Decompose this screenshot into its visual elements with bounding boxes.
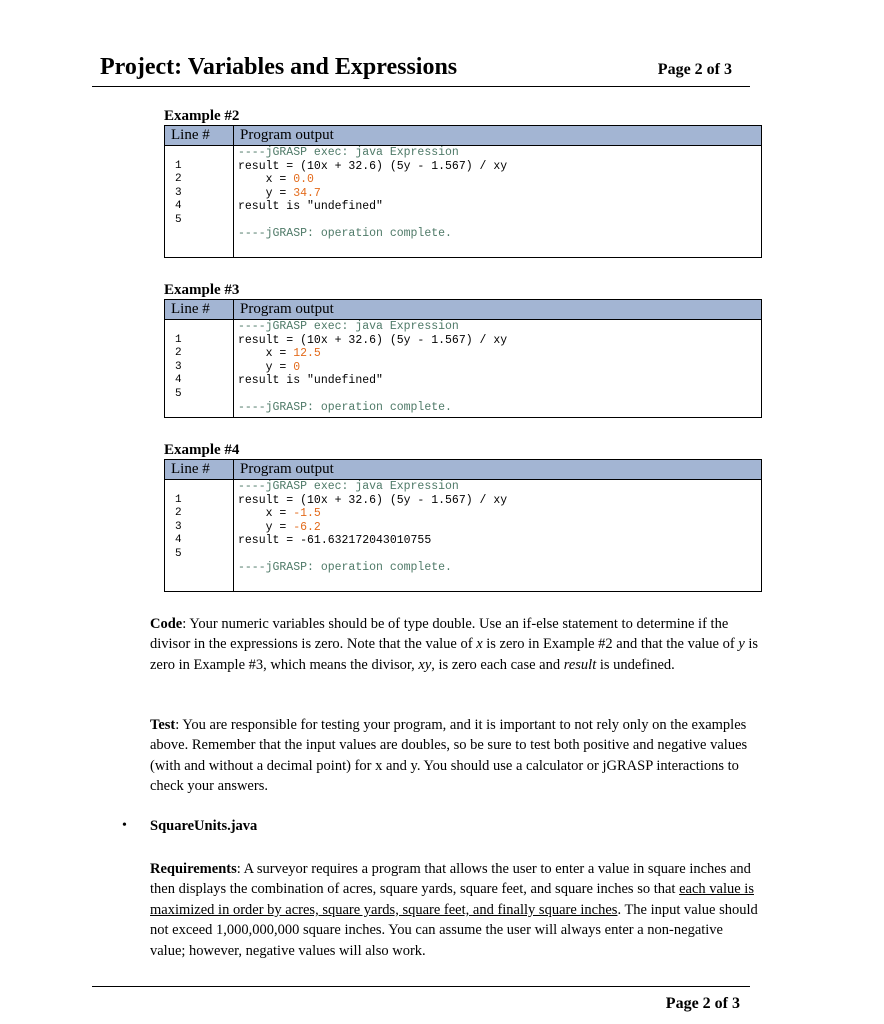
test-lead: Test <box>150 717 176 733</box>
complete-line: ----jGRASP: operation complete. <box>238 401 452 414</box>
line-number: 2 <box>175 173 182 185</box>
page-footer <box>92 986 750 1012</box>
exec-line: ----jGRASP exec: java Expression <box>238 320 459 333</box>
program-output <box>234 146 762 258</box>
header-page-number: Page 2 of 3 <box>657 61 732 78</box>
line-number: 1 <box>175 159 182 172</box>
result-line: result is "undefined" <box>238 374 383 387</box>
example-2 <box>164 107 762 258</box>
line-number: 5 <box>175 213 182 226</box>
example-table <box>164 299 762 418</box>
line-number: 2 <box>175 507 182 519</box>
x-line: x = -1.5 <box>238 507 321 520</box>
example-label: Example #3 <box>164 282 240 298</box>
line-number-header: Line # <box>165 460 234 480</box>
example-table <box>164 459 762 592</box>
complete-line: ----jGRASP: operation complete. <box>238 227 452 240</box>
y-value: -6.2 <box>293 520 321 534</box>
y-line: y = -6.2 <box>238 520 321 534</box>
line-numbers <box>165 480 234 592</box>
line-numbers <box>165 320 234 418</box>
program-output-header: Program output <box>234 300 762 320</box>
page-title: Project: Variables and Expressions <box>100 54 458 80</box>
page-header <box>92 54 750 87</box>
result-line: result = -61.632172043010755 <box>238 534 432 547</box>
program-output-header: Program output <box>234 460 762 480</box>
line-number: 1 <box>175 493 182 506</box>
bullet-label: SquareUnits.java <box>150 818 258 834</box>
line-number: 5 <box>175 547 182 560</box>
x-value: 12.5 <box>293 347 321 360</box>
code-lead: Code <box>150 616 183 632</box>
line-number: 4 <box>175 200 182 212</box>
line-number-header: Line # <box>165 300 234 320</box>
example-table <box>164 125 762 258</box>
program-output <box>234 320 762 418</box>
requirements-paragraph: Requirements: A surveyor requires a program that allows the user to enter a value in square inches and then displays the combination of acres, square yards, square feet, and square inches so that each value is maximized in order by acres, square yards, square feet, and finally square inches. The input value should not exceed 1,000,000,000 square inches. You can assume the user will always enter a non-negative value; however, negative values will also work. <box>150 861 758 959</box>
line-number: 4 <box>175 374 182 386</box>
example-4 <box>164 441 762 592</box>
x-line: x = 0.0 <box>238 173 314 186</box>
x-line: x = 12.5 <box>238 347 321 360</box>
result-expression-line: result = (10x + 32.6) (5y - 1.567) / xy <box>238 493 508 507</box>
complete-line: ----jGRASP: operation complete. <box>238 561 452 574</box>
line-number: 3 <box>175 186 182 199</box>
exec-line: ----jGRASP exec: java Expression <box>238 480 459 493</box>
line-number: 3 <box>175 520 182 533</box>
footer-page-number: Page 2 of 3 <box>665 995 740 1012</box>
test-paragraph: Test: You are responsible for testing your program, and it is important to not rely only on the examples above. Remember that the input values are doubles, so be sure to test both positive and negative values (with and without a decimal point) for x and y. You should use a calculator or jGRASP interactions to check your answers. <box>150 717 748 795</box>
line-number: 3 <box>175 360 182 373</box>
exec-line: ----jGRASP exec: java Expression <box>238 146 459 159</box>
program-output <box>234 480 762 592</box>
x-value: -1.5 <box>293 507 321 520</box>
y-value: 34.7 <box>293 186 321 200</box>
bullet-icon: • <box>122 818 127 833</box>
line-number: 5 <box>175 387 182 400</box>
y-line: y = 34.7 <box>238 186 321 200</box>
underlined-text: each value is maximized in order by acres, square yards, square feet, and finally square inches <box>150 881 754 918</box>
line-numbers <box>165 146 234 258</box>
y-line: y = 0 <box>238 360 301 374</box>
result-line: result is "undefined" <box>238 200 383 213</box>
result-expression-line: result = (10x + 32.6) (5y - 1.567) / xy <box>238 159 508 173</box>
example-label: Example #2 <box>164 108 240 124</box>
result-expression-line: result = (10x + 32.6) (5y - 1.567) / xy <box>238 333 508 347</box>
code-paragraph: Code: Your numeric variables should be of type double. Use an if-else statement to determine if the divisor in the expressions is zero. Note that the value of x is zero in Example #2 and that the value of y is zero in Example #3, which means the divisor, xy, is zero each case and result is undefined. <box>150 616 759 673</box>
example-3 <box>164 281 762 418</box>
line-number: 2 <box>175 347 182 359</box>
line-number: 1 <box>175 333 182 346</box>
x-value: 0.0 <box>293 173 314 186</box>
line-number-header: Line # <box>165 126 234 146</box>
requirements-lead: Requirements <box>150 861 237 877</box>
program-output-header: Program output <box>234 126 762 146</box>
y-value: 0 <box>293 360 301 374</box>
example-label: Example #4 <box>164 442 240 458</box>
line-number: 4 <box>175 534 182 546</box>
